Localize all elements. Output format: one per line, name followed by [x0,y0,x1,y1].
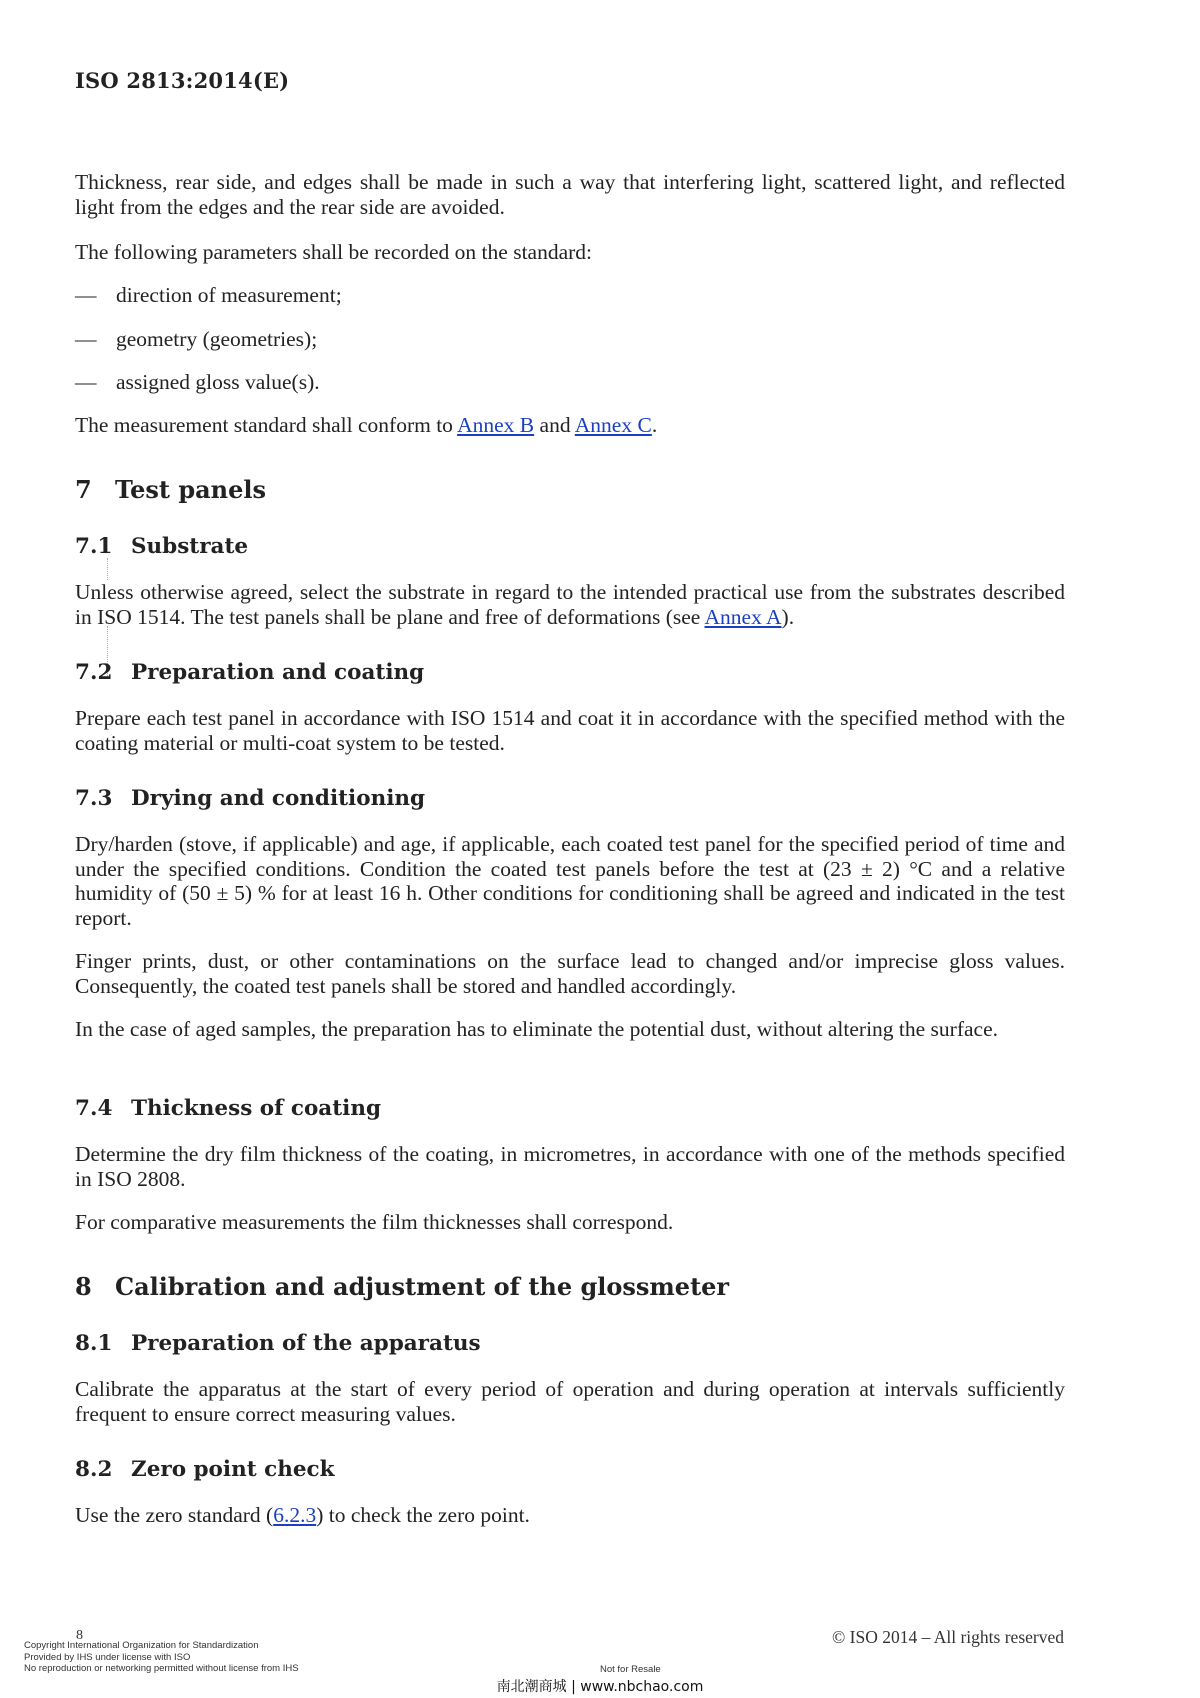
section-title: Calibration and adjustment of the glossmeter [115,1272,730,1301]
copyright-notice: Copyright International Organization for Standardization Provided by IHS under license with ISO No reproduction or networking permitted without license from IHS [24,1640,299,1674]
dash-marker: — [75,370,97,394]
dash-marker: — [75,283,97,307]
subsection-7-4-paragraph-2: For comparative measurements the film thicknesses shall correspond. [75,1210,674,1234]
subsection-number: 8.1 [75,1331,113,1356]
section-7-heading [75,475,266,504]
subsection-number: 7.3 [75,786,113,811]
subsection-title: Substrate [131,534,249,559]
subsection-7-4-heading [75,1096,381,1121]
subsection-7-1-text: Unless otherwise agreed, select the substrate in regard to the intended practical use from the substrates described in ISO 1514. The test panels shall be plane and free of deformations (see Annex A). [75,580,1065,629]
subsection-number: 7.1 [75,534,113,559]
site-watermark: 南北潮商城 | www.nbchao.com [496,1679,704,1695]
list-item [75,327,317,352]
subsection-number: 7.4 [75,1096,113,1121]
subsection-8-1-heading [75,1331,481,1356]
section-8-heading [75,1272,729,1301]
annex-b-link[interactable]: Annex B [457,413,535,437]
not-for-resale: Not for Resale [600,1664,661,1675]
annex-c-link[interactable]: Annex C [574,413,652,437]
subsection-8-1-text: Calibrate the apparatus at the start of every period of operation and during operation at intervals sufficiently frequent to ensure correct measuring values. [75,1377,1065,1426]
list-item-text: geometry (geometries); [116,327,318,351]
intro-paragraph-2: The following parameters shall be recorded on the standard: [75,240,593,264]
subsection-7-3-paragraph-3: In the case of aged samples, the preparation has to eliminate the potential dust, without altering the surface. [75,1017,998,1041]
scan-artifact [107,558,108,580]
subsection-8-2-text: Use the zero standard (6.2.3) to check the zero point. [75,1503,530,1527]
subsection-7-3-paragraph-2: Finger prints, dust, or other contaminations on the surface lead to changed and/or imprecise gloss values. Consequently, the coated test panels shall be stored and handled accordingly. [75,949,1065,998]
subsection-title: Drying and conditioning [131,786,426,811]
section-number: 7 [75,475,92,504]
intro-paragraph-3: The measurement standard shall conform to Annex B and Annex C. [75,413,658,437]
subsection-title: Thickness of coating [131,1096,381,1121]
dash-marker: — [75,327,97,351]
section-title: Test panels [115,475,267,504]
list-item-text: assigned gloss value(s). [116,370,320,394]
rights-reserved: © ISO 2014 – All rights reserved [831,1627,1064,1647]
list-item [75,283,342,308]
subsection-7-2-text: Prepare each test panel in accordance with ISO 1514 and coat it in accordance with the specified method with the coating material or multi-coat system to be tested. [75,706,1065,755]
subsection-7-4-paragraph-1: Determine the dry film thickness of the coating, in micrometres, in accordance with one of the methods specified in ISO 2808. [75,1142,1065,1191]
subsection-title: Zero point check [131,1457,335,1482]
subsection-7-3-heading [75,786,425,811]
subsection-7-3-paragraph-1: Dry/harden (stove, if applicable) and age, if applicable, each coated test panel for the specified period of time and under the specified conditions. Condition the coated test panels before the test at (23 ± 2) °C and a relative humidity of (50 ± 5) % for at least 16 h. Other conditions for conditioning shall be agreed and indicated in the test report. [75,832,1065,930]
section-number: 8 [75,1272,92,1301]
clause-6-2-3-link[interactable]: 6.2.3 [273,1503,317,1527]
subsection-7-1-heading [75,534,248,559]
list-item-text: direction of measurement; [116,283,342,307]
document-id-header: ISO 2813:2014(E) [75,68,290,93]
page-number: 8 [76,1628,83,1643]
annex-a-link[interactable]: Annex A [704,604,782,629]
subsection-7-2-heading [75,660,424,685]
subsection-title: Preparation of the apparatus [131,1331,481,1356]
subsection-8-2-heading [75,1457,335,1482]
list-item [75,370,320,395]
subsection-title: Preparation and coating [131,660,425,685]
intro-paragraph-1: Thickness, rear side, and edges shall be made in such a way that interfering light, scattered light, and reflected light from the edges and the rear side are avoided. [75,170,1065,219]
subsection-number: 7.2 [75,660,113,685]
subsection-number: 8.2 [75,1457,113,1482]
